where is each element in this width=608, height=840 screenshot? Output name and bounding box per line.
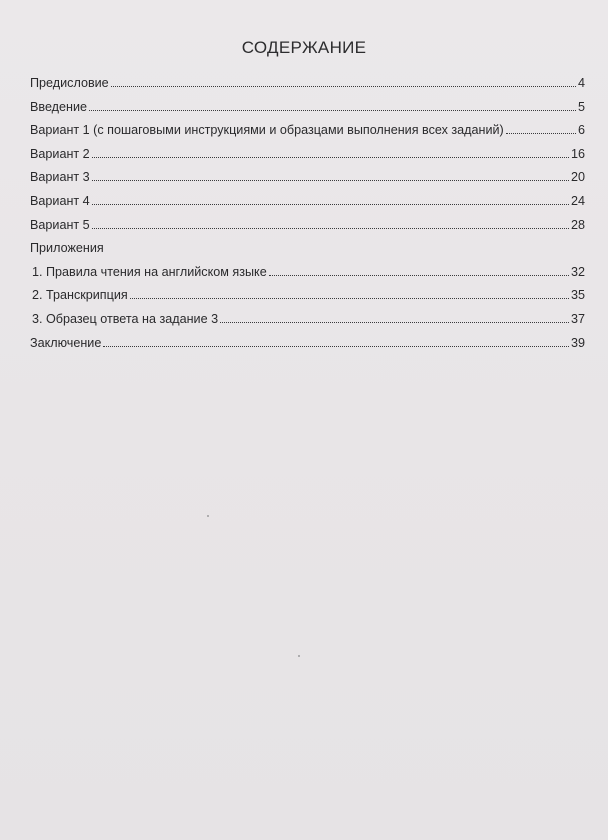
toc-entry-variant-2 xyxy=(30,143,585,167)
toc-entry-appendix-2 xyxy=(30,284,585,308)
toc-section-appendices xyxy=(30,237,585,261)
toc-entry-page: 32 xyxy=(570,264,585,279)
paper-speck xyxy=(207,515,209,517)
toc-entry-page: 4 xyxy=(577,76,585,90)
paper-speck xyxy=(298,655,300,657)
toc-entry-label: Предисловие xyxy=(30,76,109,90)
toc-entry-label: Вариант 5 xyxy=(30,217,90,232)
dot-leader xyxy=(92,204,569,205)
toc-entry-conclusion xyxy=(30,332,585,356)
toc-entry-introduction xyxy=(30,96,585,120)
toc-entry-variant-3 xyxy=(30,166,585,190)
toc-entry-label: 1. Правила чтения на английском языке xyxy=(32,264,267,279)
toc-entry-label: 3. Образец ответа на задание 3 xyxy=(32,311,219,326)
toc-entry-label: Заключение xyxy=(30,335,102,350)
toc-entry-page: 37 xyxy=(570,311,585,326)
toc-entry-label: Вариант 3 xyxy=(30,170,90,185)
dot-leader xyxy=(92,180,569,181)
toc-entry-page: 35 xyxy=(570,288,585,303)
dot-leader xyxy=(92,228,569,229)
dot-leader xyxy=(506,133,576,134)
dot-leader xyxy=(89,110,576,111)
toc-entry-variant-4 xyxy=(30,190,585,214)
table-of-contents xyxy=(30,72,585,355)
toc-entry-page: 5 xyxy=(577,99,585,114)
toc-entry-preface xyxy=(30,72,585,96)
dot-leader xyxy=(269,275,569,276)
toc-entry-page: 16 xyxy=(570,146,585,161)
toc-entry-page: 24 xyxy=(570,193,585,208)
dot-leader xyxy=(111,86,576,87)
toc-entry-variant-5 xyxy=(30,214,585,238)
dot-leader xyxy=(92,157,569,158)
dot-leader xyxy=(103,346,569,347)
toc-entry-page: 6 xyxy=(577,123,585,138)
toc-entry-label: Введение xyxy=(30,99,88,114)
toc-section-label: Приложения xyxy=(30,241,104,256)
toc-entry-variant-1 xyxy=(30,119,585,143)
page-title: СОДЕРЖАНИЕ xyxy=(241,38,367,57)
dot-leader xyxy=(220,322,569,323)
toc-entry-page: 39 xyxy=(570,335,585,350)
toc-entry-label: Вариант 1 (с пошаговыми инструкциями и образцами выполнения всех заданий) xyxy=(30,123,504,138)
toc-entry-appendix-3 xyxy=(30,308,585,332)
toc-entry-page: 28 xyxy=(570,217,585,232)
toc-entry-label: 2. Транскрипция xyxy=(32,288,128,303)
toc-entry-page: 20 xyxy=(570,170,585,185)
toc-entry-appendix-1 xyxy=(30,261,585,285)
toc-entry-label: Вариант 4 xyxy=(30,193,90,208)
dot-leader xyxy=(130,298,569,299)
toc-entry-label: Вариант 2 xyxy=(30,146,90,161)
